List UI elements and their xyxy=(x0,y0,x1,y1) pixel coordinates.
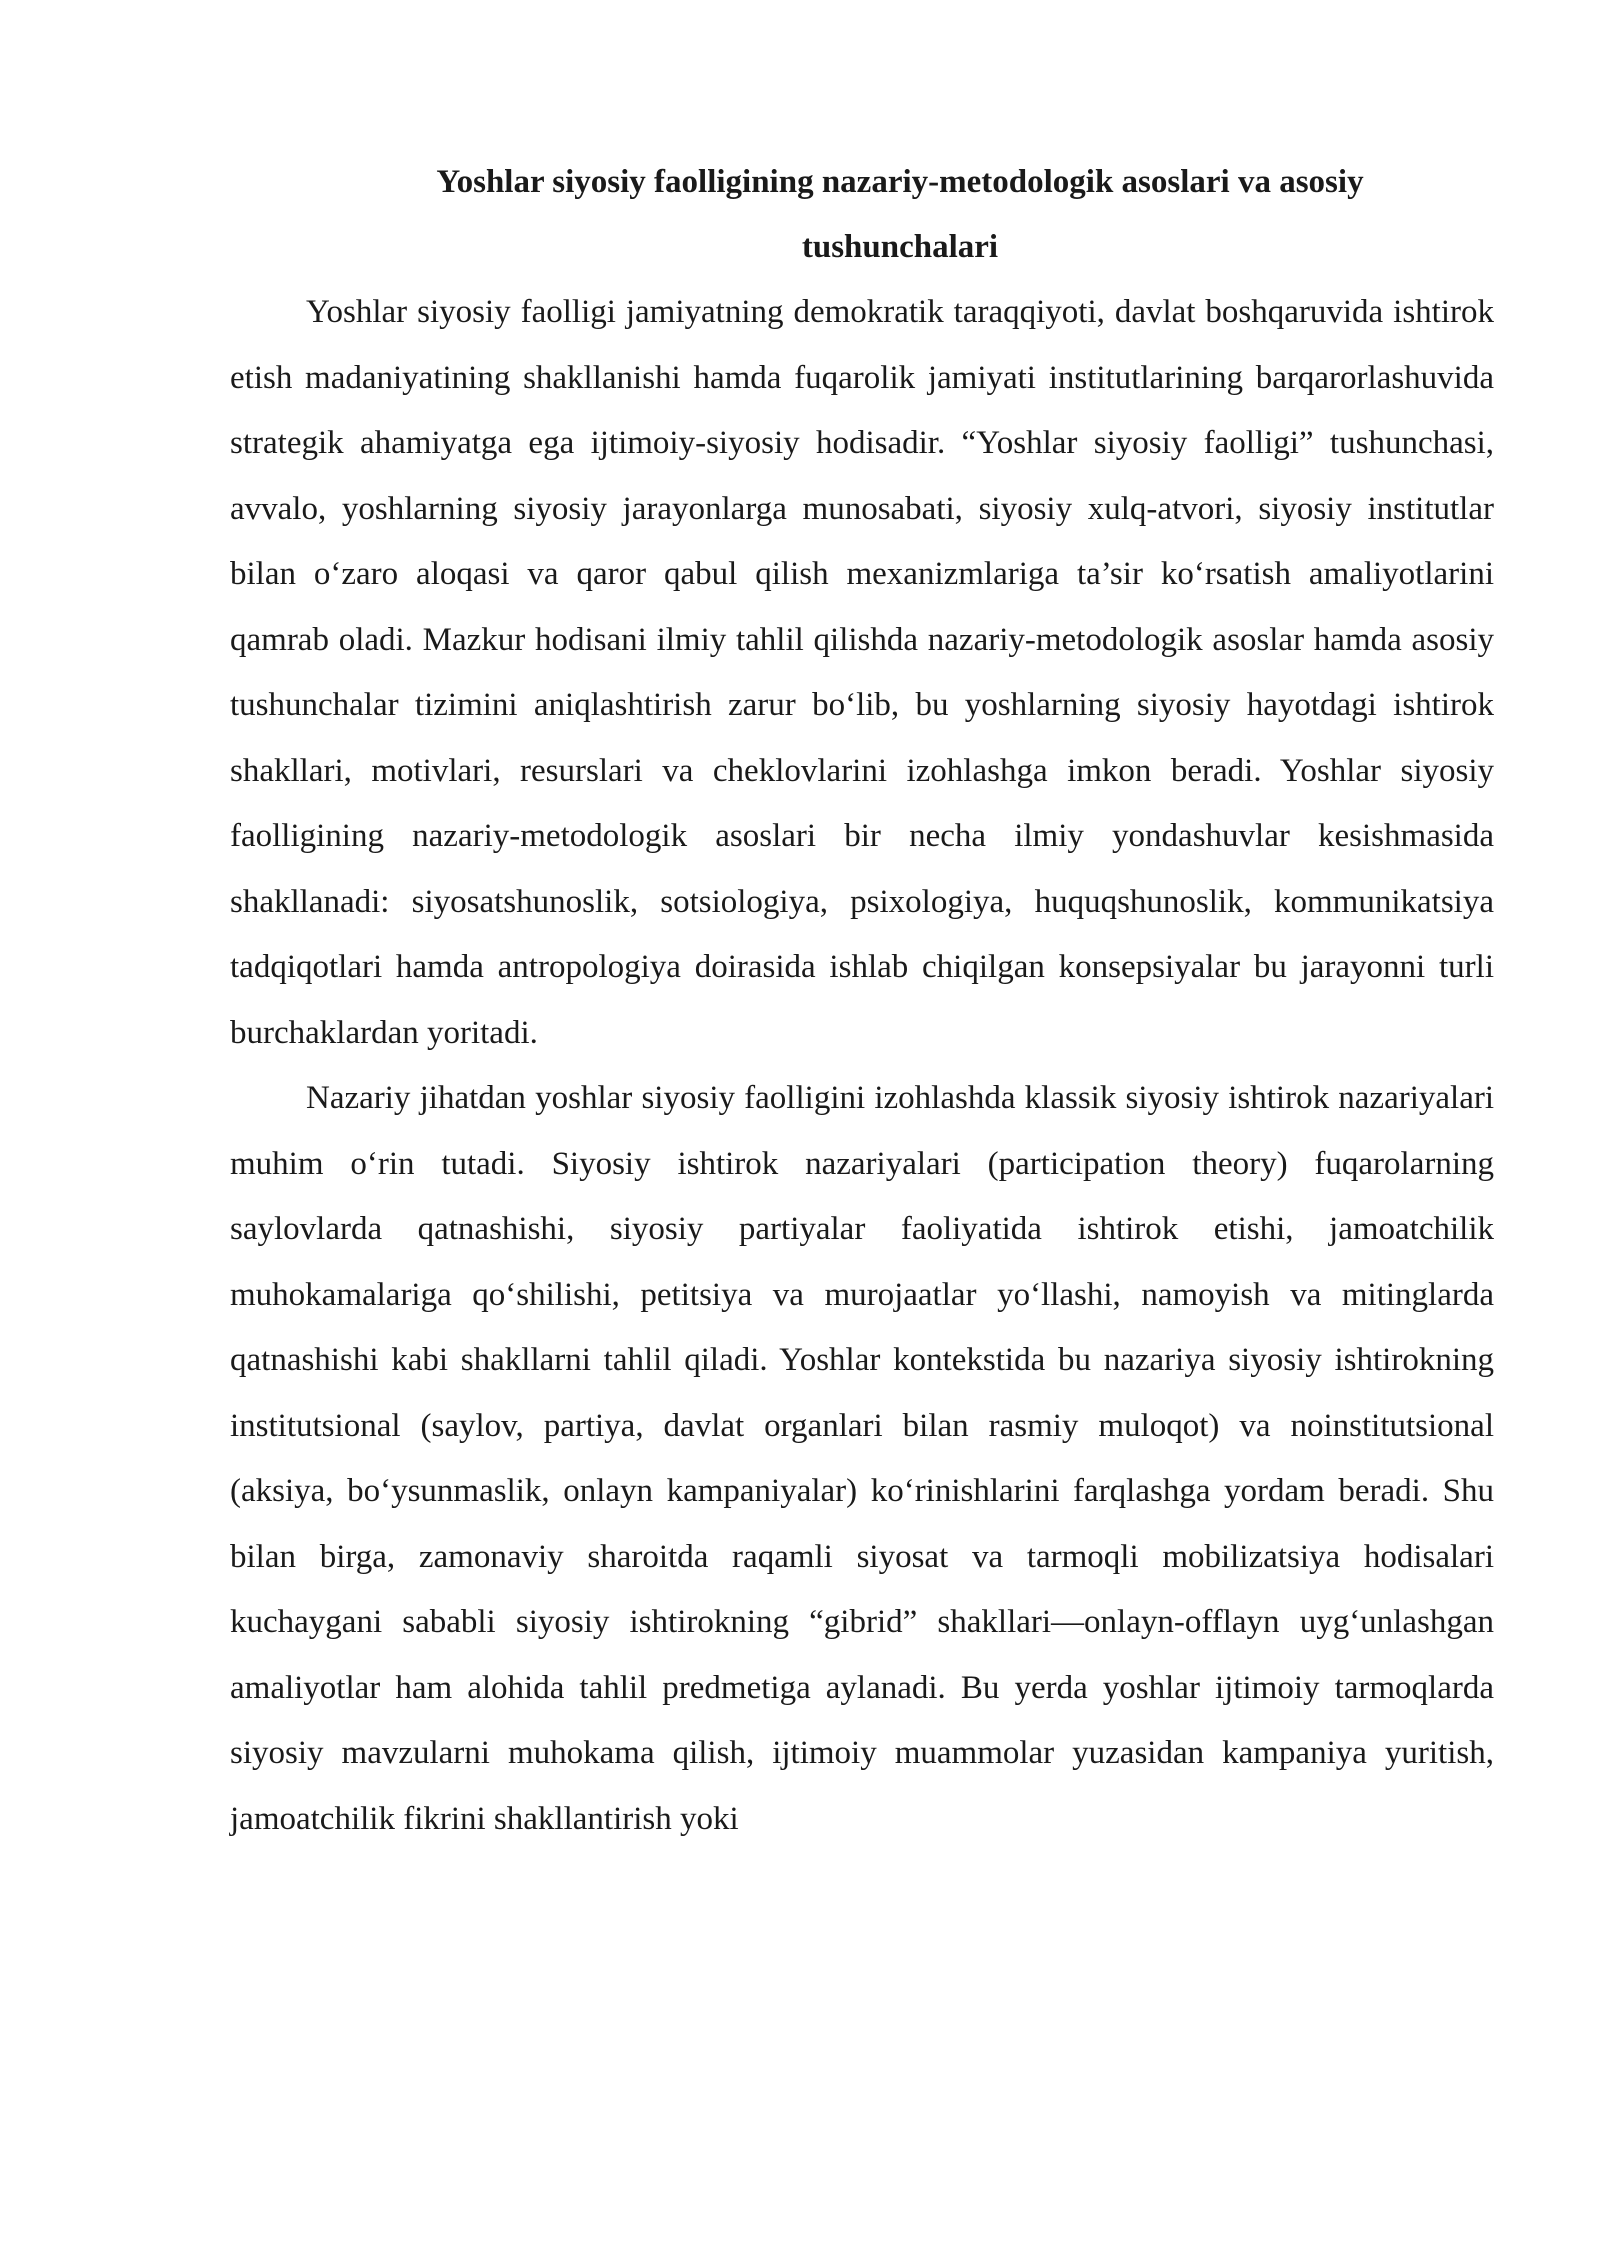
paragraph-1: Yoshlar siyosiy faolligi jamiyatning demokratik taraqqiyoti, davlat boshqaruvida ishtirok etish madaniyatining shakllanishi hamda fuqarolik jamiyati institutlarining barqarorlashuvida strategik ahamiyatga ega ijtimoiy-siyosiy hodisadir. “Yoshlar siyosiy faolligi” tushunchasi, avvalo, yoshlarning siyosiy jarayonlarga munosabati, siyosiy xulq-atvori, siyosiy institutlar bilan o‘zaro aloqasi va qaror qabul qilish mexanizmlariga ta’sir ko‘rsatish amaliyotlarini qamrab oladi. Mazkur hodisani ilmiy tahlil qilishda nazariy-metodologik asoslar hamda asosiy tushunchalar tizimini aniqlashtirish zarur bo‘lib, bu yoshlarning siyosiy hayotdagi ishtirok shakllari, motivlari, resurslari va cheklovlarini izohlashga imkon beradi. Yoshlar siyosiy faolligining nazariy-metodologik asoslari bir necha ilmiy yondashuvlar kesishmasida shakllanadi: siyosatshunoslik, sotsiologiya, psixologiya, huquqshunoslik, kommunikatsiya tadqiqotlari hamda antropologiya doirasida ishlab chiqilgan konsepsiyalar bu jarayonni turli burchaklardan yoritadi. xyxy=(230,294,1494,1051)
document-title xyxy=(230,150,1494,280)
paragraph-2: Nazariy jihatdan yoshlar siyosiy faolligini izohlashda klassik siyosiy ishtirok nazariyalari muhim o‘rin tutadi. Siyosiy ishtirok nazariyalari (participation theory) fuqarolarning saylovlarda qatnashishi, siyosiy partiyalar faoliyatida ishtirok etishi, jamoatchilik muhokamalariga qo‘shilishi, petitsiya va murojaatlar yo‘llashi, namoyish va mitinglarda qatnashishi kabi shakllarni tahlil qiladi. Yoshlar kontekstida bu nazariya siyosiy ishtirokning institutsional (saylov, partiya, davlat organlari bilan rasmiy muloqot) va noinstitutsional (aksiya, bo‘ysunmaslik, onlayn kampaniyalar) ko‘rinishlarini farqlashga yordam beradi. Shu bilan birga, zamonaviy sharoitda raqamli siyosat va tarmoqli mobilizatsiya hodisalari kuchaygani sababli siyosiy ishtirokning “gibrid” shakllari—onlayn-offlayn uyg‘unlashgan amaliyotlar ham alohida tahlil predmetiga aylanadi. Bu yerda yoshlar ijtimoiy tarmoqlarda siyosiy mavzularni muhokama qilish, ijtimoiy muammolar yuzasidan kampaniya yuritish, jamoatchilik fikrini shakllantirish yoki xyxy=(230,1080,1494,1837)
document-body xyxy=(230,150,1494,1852)
title-line-2: tushunchalari xyxy=(801,229,999,265)
title-line-1: Yoshlar siyosiy faolligining nazariy-metodologik asoslari va asosiy xyxy=(436,164,1364,200)
